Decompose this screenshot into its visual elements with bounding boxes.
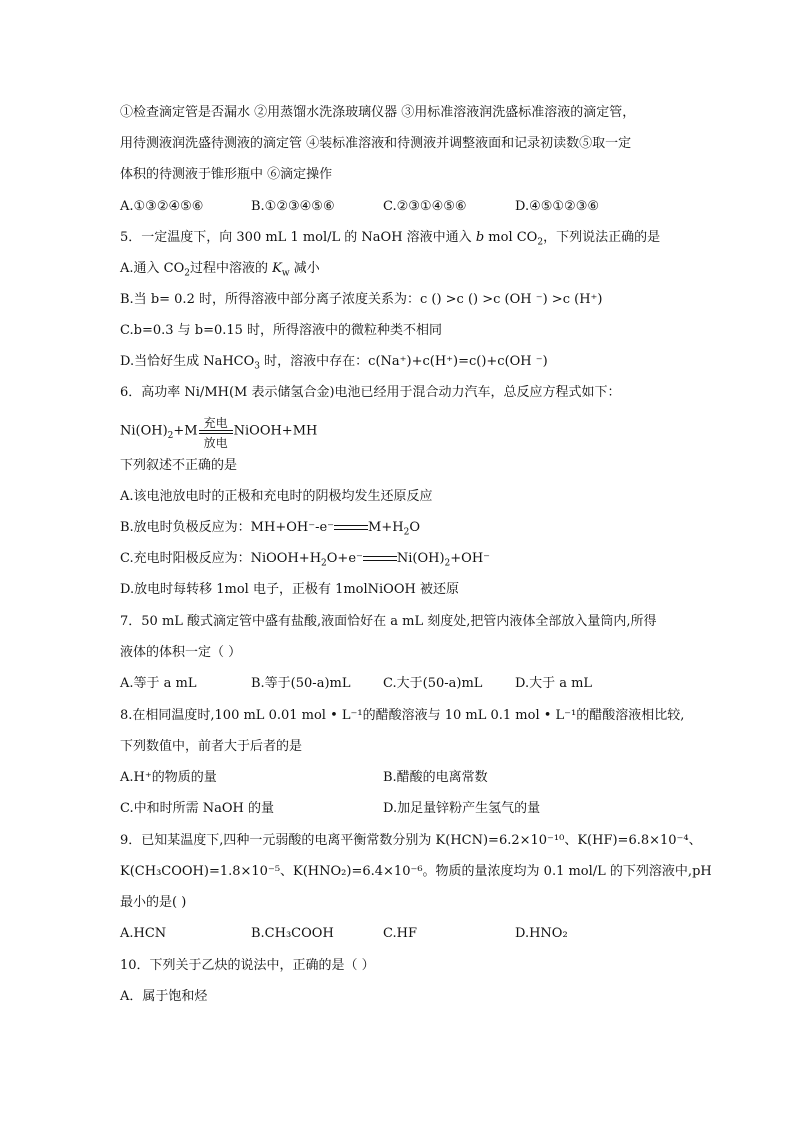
intro-option-b: B.①②③④⑤⑥ (251, 199, 335, 214)
intro-option-d: D.④⑤①②③⑥ (515, 199, 600, 214)
q9-option-d: D.HNO₂ (515, 926, 568, 941)
intro-option-a: A.①③②④⑤⑥ (120, 199, 204, 214)
q7-option-b: B.等于(50-a)mL (251, 676, 351, 691)
q5-option-a: A.通入 $CO_2$过程中溶液的 $K_w$ 减小 (120, 261, 320, 279)
q9-line-2: K(CH₃COOH)=1.8×10⁻⁵、K(HNO₂)=6.4×10⁻⁶。物质的量浓度均为 0.1 mol/L 的下列溶液中,pH (120, 864, 712, 879)
q5-option-b: B.当 b= 0.2 时，所得溶液中部分离子浓度关系为：c () >c () >c (OH ⁻) >c (H⁺) (120, 292, 603, 307)
q9-option-a: A.HCN (120, 926, 167, 941)
intro-option-c: C.②③①④⑤⑥ (383, 199, 467, 214)
q9-option-b: B.CH₃COOH (251, 926, 334, 941)
q6-question: 下列叙述不正确的是 (120, 458, 238, 473)
q7-line-2: 液体的体积一定（ ） (120, 645, 242, 660)
q6-option-d: D.放电时每转移 1mol 电子，正极有 1molNiOOH 被还原 (120, 582, 459, 597)
q6-stem: 6．高功率 Ni/MH(M 表示储氢合金)电池已经用于混合动力汽车，总反应方程式如下： (120, 385, 621, 400)
q7-option-c: C.大于(50-a)mL (383, 676, 483, 691)
intro-line-2: 用待测液润洗盛待测液的滴定管 ④装标准溶液和待测液并调整液面和记录初读数⑤取一定 (120, 136, 632, 151)
equals-sign (363, 554, 397, 564)
q10-option-a: A．属于饱和烃 (120, 989, 208, 1004)
q8-option-b: B.醋酸的电离常数 (383, 770, 488, 785)
reversible-arrow: $\frac{\text{充电}}{\text{放电}}$ (199, 422, 233, 440)
q8-option-a: A.H⁺的物质的量 (120, 770, 217, 785)
q8-option-c: C.中和时所需 NaOH 的量 (120, 801, 275, 816)
q5-option-d: D.当恰好生成 NaHCO$_3$ 时，溶液中存在：c(Na⁺)+c(H⁺)=c()+c(OH ⁻) (120, 354, 548, 372)
q5-stem: 5．一定温度下，向 300 mL 1 mol/L 的 NaOH 溶液中通入 b mol $CO_2$，下列说法正确的是 (120, 230, 661, 248)
equals-sign (334, 523, 368, 533)
q9-line-3: 最小的是( ) (120, 895, 187, 910)
q6-option-b: B.放电时负极反应为：MH+OH⁻-e⁻ $M+H_2O$ (120, 520, 420, 538)
q8-line-2: 下列数值中，前者大于后者的是 (120, 739, 303, 754)
intro-line-1: ①检查滴定管是否漏水 ②用蒸馏水洗涤玻璃仪器 ③用标准溶液润洗盛标准溶液的滴定管， (120, 105, 636, 120)
q7-option-a: A.等于 a mL (120, 676, 197, 691)
q9-line-1: 9．已知某温度下,四种一元弱酸的电离平衡常数分别为 K(HCN)=6.2×10⁻¹⁰、K(HF)=6.8×10⁻⁴、 (120, 833, 702, 848)
q7-line-1: 7．50 mL 酸式滴定管中盛有盐酸,液面恰好在 a mL 刻度处,把管内液体全部放入量筒内,所得 (120, 614, 657, 629)
q9-option-c: C.HF (383, 926, 417, 941)
q6-option-a: A.该电池放电时的正极和充电时的阴极均发生还原反应 (120, 489, 433, 504)
q6-equation: $Ni(OH)_2+M$ $\frac{\text{充电}}{\text{放电}}$ NiOOH+MH (120, 416, 318, 450)
q6-option-c: C.充电时阳极反应为：$NiOOH+H_2O+e^-$ $Ni(OH)_2+OH^-$ (120, 551, 491, 569)
q5-option-c: C.b=0.3 与 b=0.15 时，所得溶液中的微粒种类不相同 (120, 323, 443, 338)
q8-option-d: D.加足量锌粉产生氢气的量 (383, 801, 541, 816)
intro-line-3: 体积的待测液于锥形瓶中 ⑥滴定操作 (120, 167, 333, 182)
q8-line-1: 8.在相同温度时,100 mL 0.01 mol • L⁻¹的醋酸溶液与 10 mL 0.1 mol • L⁻¹的醋酸溶液相比较, (120, 708, 685, 723)
q7-option-d: D.大于 a mL (515, 676, 593, 691)
q10-stem: 10．下列关于乙炔的说法中，正确的是（ ） (120, 958, 375, 973)
